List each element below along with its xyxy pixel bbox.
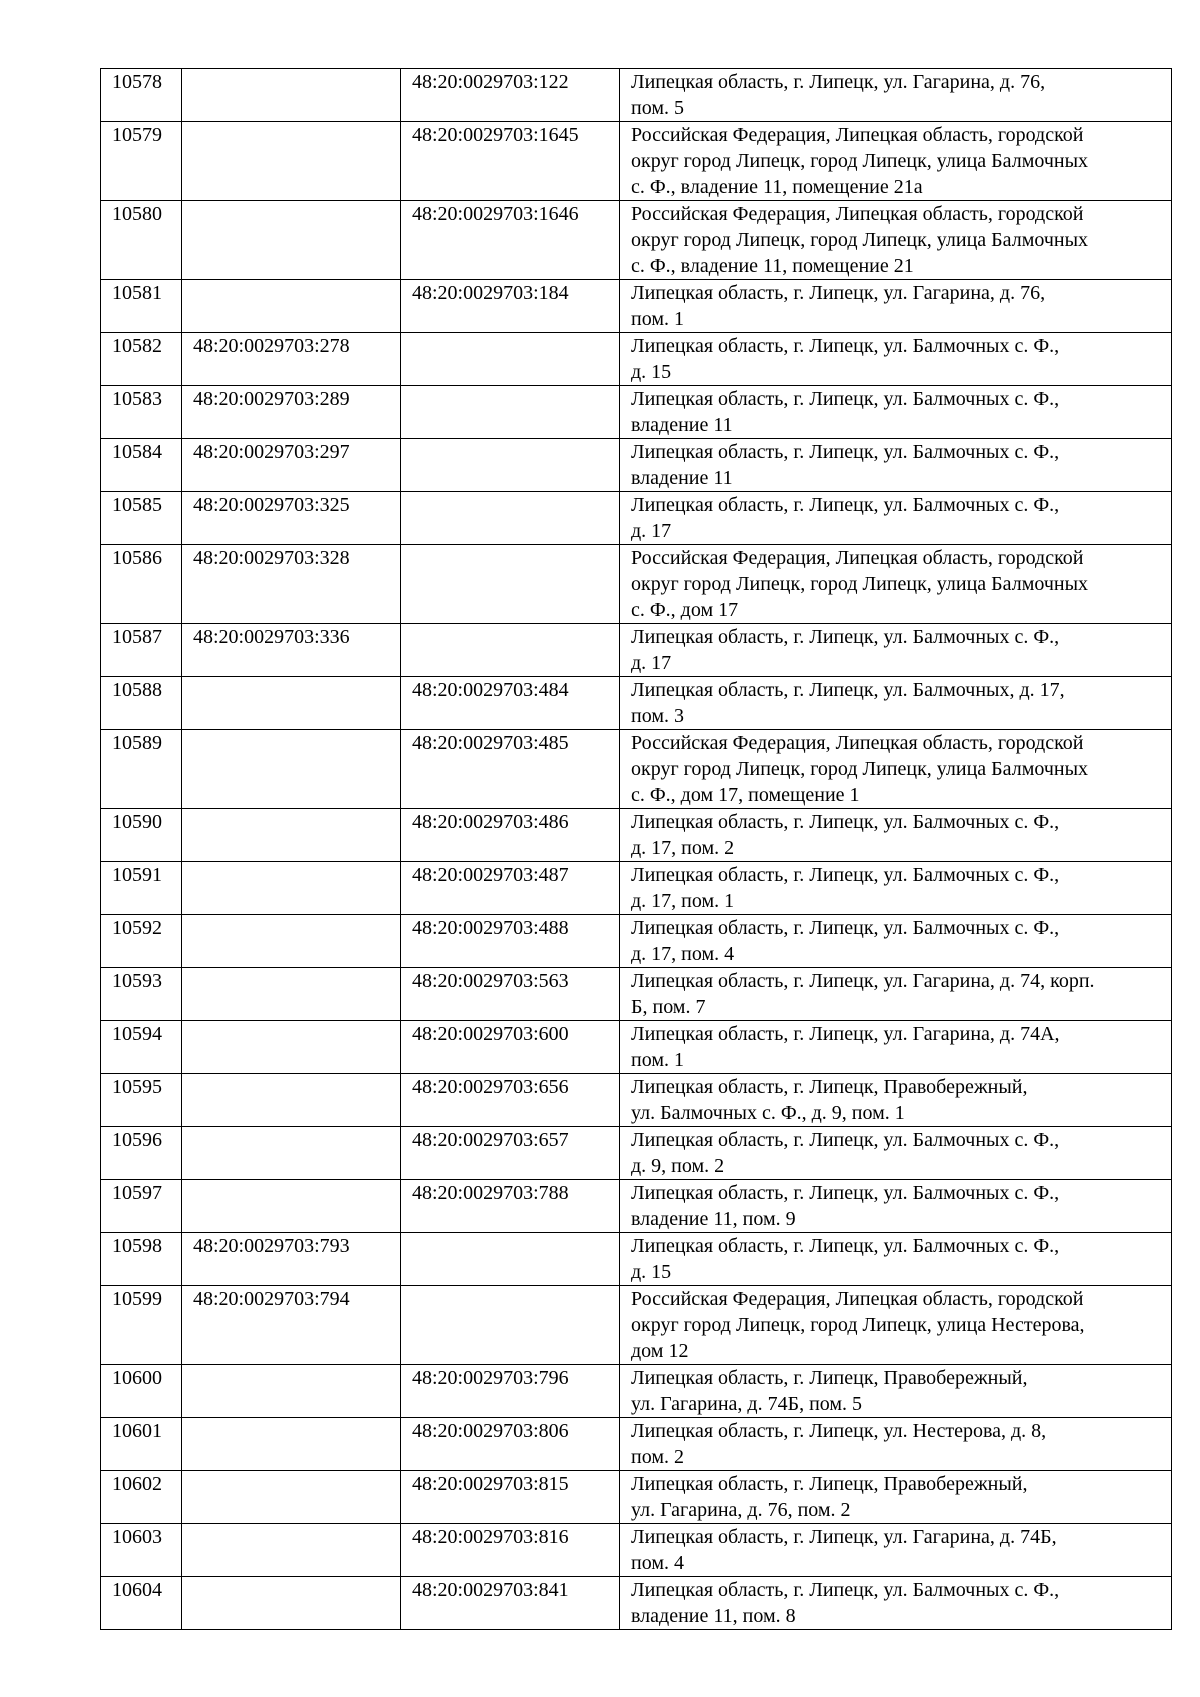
object-cadastral-number-cell: 48:20:0029703:841 [401,1577,620,1630]
object-cadastral-number-cell: 48:20:0029703:484 [401,677,620,730]
land-cadastral-number-cell [182,69,401,122]
object-cadastral-number-cell: 48:20:0029703:656 [401,1074,620,1127]
address-cell: Липецкая область, г. Липецк, ул. Гагарина, д. 76, пом. 5 [620,69,1172,122]
row-number-cell: 10582 [101,333,182,386]
object-cadastral-number-cell: 48:20:0029703:122 [401,69,620,122]
land-cadastral-number-cell [182,677,401,730]
address-cell: Липецкая область, г. Липецк, Правобережный, ул. Гагарина, д. 74Б, пом. 5 [620,1365,1172,1418]
land-cadastral-number-cell [182,1577,401,1630]
address-cell: Липецкая область, г. Липецк, ул. Гагарина, д. 76, пом. 1 [620,280,1172,333]
land-cadastral-number-cell [182,1365,401,1418]
row-number-cell: 10579 [101,122,182,201]
land-cadastral-number-cell [182,809,401,862]
land-cadastral-number-cell: 48:20:0029703:325 [182,492,401,545]
land-cadastral-number-cell [182,122,401,201]
table-row [101,201,1172,280]
table-row [101,1286,1172,1365]
address-cell: Липецкая область, г. Липецк, ул. Балмочных с. Ф., владение 11 [620,439,1172,492]
row-number-cell: 10584 [101,439,182,492]
row-number-cell: 10593 [101,968,182,1021]
address-cell: Липецкая область, г. Липецк, ул. Балмочных, д. 17, пом. 3 [620,677,1172,730]
cadastral-table-body [101,69,1172,1630]
land-cadastral-number-cell [182,1418,401,1471]
object-cadastral-number-cell: 48:20:0029703:600 [401,1021,620,1074]
table-row [101,1471,1172,1524]
table-row [101,69,1172,122]
row-number-cell: 10586 [101,545,182,624]
land-cadastral-number-cell [182,1074,401,1127]
object-cadastral-number-cell: 48:20:0029703:486 [401,809,620,862]
object-cadastral-number-cell [401,1233,620,1286]
table-row [101,915,1172,968]
row-number-cell: 10580 [101,201,182,280]
object-cadastral-number-cell [401,439,620,492]
address-cell: Липецкая область, г. Липецк, ул. Балмочных с. Ф., д. 15 [620,1233,1172,1286]
address-cell: Липецкая область, г. Липецк, ул. Балмочных с. Ф., д. 17, пом. 4 [620,915,1172,968]
table-row [101,1074,1172,1127]
table-row [101,333,1172,386]
table-row [101,1365,1172,1418]
address-cell: Липецкая область, г. Липецк, ул. Гагарина, д. 74Б, пом. 4 [620,1524,1172,1577]
land-cadastral-number-cell [182,201,401,280]
land-cadastral-number-cell: 48:20:0029703:289 [182,386,401,439]
object-cadastral-number-cell: 48:20:0029703:184 [401,280,620,333]
table-row [101,492,1172,545]
address-cell: Липецкая область, г. Липецк, Правобережный, ул. Гагарина, д. 76, пом. 2 [620,1471,1172,1524]
address-cell: Липецкая область, г. Липецк, ул. Гагарина, д. 74, корп. Б, пом. 7 [620,968,1172,1021]
land-cadastral-number-cell [182,1524,401,1577]
table-row [101,862,1172,915]
table-row [101,968,1172,1021]
address-cell: Липецкая область, г. Липецк, ул. Балмочных с. Ф., д. 17 [620,624,1172,677]
row-number-cell: 10591 [101,862,182,915]
object-cadastral-number-cell: 48:20:0029703:1645 [401,122,620,201]
address-cell: Российская Федерация, Липецкая область, городской округ город Липецк, город Липецк, улица Балмочных с. Ф., дом 17, помещение 1 [620,730,1172,809]
object-cadastral-number-cell: 48:20:0029703:796 [401,1365,620,1418]
land-cadastral-number-cell: 48:20:0029703:278 [182,333,401,386]
address-cell: Липецкая область, г. Липецк, ул. Гагарина, д. 74А, пом. 1 [620,1021,1172,1074]
address-cell: Липецкая область, г. Липецк, Правобережный, ул. Балмочных с. Ф., д. 9, пом. 1 [620,1074,1172,1127]
row-number-cell: 10597 [101,1180,182,1233]
table-row [101,624,1172,677]
object-cadastral-number-cell [401,1286,620,1365]
address-cell: Российская Федерация, Липецкая область, городской округ город Липецк, город Липецк, улица Нестерова, дом 12 [620,1286,1172,1365]
land-cadastral-number-cell [182,1180,401,1233]
table-row [101,1524,1172,1577]
row-number-cell: 10595 [101,1074,182,1127]
land-cadastral-number-cell [182,968,401,1021]
object-cadastral-number-cell: 48:20:0029703:815 [401,1471,620,1524]
object-cadastral-number-cell [401,492,620,545]
land-cadastral-number-cell: 48:20:0029703:793 [182,1233,401,1286]
object-cadastral-number-cell: 48:20:0029703:1646 [401,201,620,280]
address-cell: Российская Федерация, Липецкая область, городской округ город Липецк, город Липецк, улица Балмочных с. Ф., владение 11, помещение 21 [620,201,1172,280]
object-cadastral-number-cell: 48:20:0029703:806 [401,1418,620,1471]
address-cell: Липецкая область, г. Липецк, ул. Балмочных с. Ф., д. 17, пом. 1 [620,862,1172,915]
row-number-cell: 10592 [101,915,182,968]
object-cadastral-number-cell: 48:20:0029703:563 [401,968,620,1021]
address-cell: Липецкая область, г. Липецк, ул. Нестерова, д. 8, пом. 2 [620,1418,1172,1471]
land-cadastral-number-cell [182,915,401,968]
table-row [101,677,1172,730]
land-cadastral-number-cell [182,1127,401,1180]
row-number-cell: 10600 [101,1365,182,1418]
address-cell: Российская Федерация, Липецкая область, городской округ город Липецк, город Липецк, улица Балмочных с. Ф., дом 17 [620,545,1172,624]
address-cell: Липецкая область, г. Липецк, ул. Балмочных с. Ф., д. 15 [620,333,1172,386]
table-row [101,809,1172,862]
row-number-cell: 10602 [101,1471,182,1524]
table-row [101,386,1172,439]
land-cadastral-number-cell: 48:20:0029703:328 [182,545,401,624]
object-cadastral-number-cell: 48:20:0029703:485 [401,730,620,809]
land-cadastral-number-cell [182,280,401,333]
table-row [101,1180,1172,1233]
land-cadastral-number-cell: 48:20:0029703:297 [182,439,401,492]
table-row [101,730,1172,809]
row-number-cell: 10596 [101,1127,182,1180]
land-cadastral-number-cell: 48:20:0029703:794 [182,1286,401,1365]
land-cadastral-number-cell [182,1021,401,1074]
row-number-cell: 10583 [101,386,182,439]
land-cadastral-number-cell [182,1471,401,1524]
table-row [101,1418,1172,1471]
land-cadastral-number-cell [182,862,401,915]
object-cadastral-number-cell: 48:20:0029703:488 [401,915,620,968]
table-row [101,1021,1172,1074]
land-cadastral-number-cell: 48:20:0029703:336 [182,624,401,677]
table-row [101,1233,1172,1286]
address-cell: Липецкая область, г. Липецк, ул. Балмочных с. Ф., владение 11, пом. 9 [620,1180,1172,1233]
object-cadastral-number-cell: 48:20:0029703:788 [401,1180,620,1233]
table-row [101,545,1172,624]
table-row [101,1577,1172,1630]
row-number-cell: 10603 [101,1524,182,1577]
object-cadastral-number-cell [401,624,620,677]
object-cadastral-number-cell: 48:20:0029703:816 [401,1524,620,1577]
object-cadastral-number-cell [401,386,620,439]
row-number-cell: 10599 [101,1286,182,1365]
address-cell: Российская Федерация, Липецкая область, городской округ город Липецк, город Липецк, улица Балмочных с. Ф., владение 11, помещение 21а [620,122,1172,201]
address-cell: Липецкая область, г. Липецк, ул. Балмочных с. Ф., владение 11 [620,386,1172,439]
object-cadastral-number-cell: 48:20:0029703:487 [401,862,620,915]
address-cell: Липецкая область, г. Липецк, ул. Балмочных с. Ф., д. 17, пом. 2 [620,809,1172,862]
address-cell: Липецкая область, г. Липецк, ул. Балмочных с. Ф., д. 9, пом. 2 [620,1127,1172,1180]
land-cadastral-number-cell [182,730,401,809]
object-cadastral-number-cell: 48:20:0029703:657 [401,1127,620,1180]
row-number-cell: 10585 [101,492,182,545]
address-cell: Липецкая область, г. Липецк, ул. Балмочных с. Ф., владение 11, пом. 8 [620,1577,1172,1630]
row-number-cell: 10581 [101,280,182,333]
table-row [101,439,1172,492]
cadastral-table [100,68,1172,1630]
address-cell: Липецкая область, г. Липецк, ул. Балмочных с. Ф., д. 17 [620,492,1172,545]
row-number-cell: 10598 [101,1233,182,1286]
row-number-cell: 10594 [101,1021,182,1074]
row-number-cell: 10604 [101,1577,182,1630]
table-row [101,122,1172,201]
row-number-cell: 10590 [101,809,182,862]
row-number-cell: 10601 [101,1418,182,1471]
row-number-cell: 10588 [101,677,182,730]
row-number-cell: 10587 [101,624,182,677]
row-number-cell: 10578 [101,69,182,122]
table-row [101,280,1172,333]
object-cadastral-number-cell [401,545,620,624]
object-cadastral-number-cell [401,333,620,386]
table-row [101,1127,1172,1180]
row-number-cell: 10589 [101,730,182,809]
